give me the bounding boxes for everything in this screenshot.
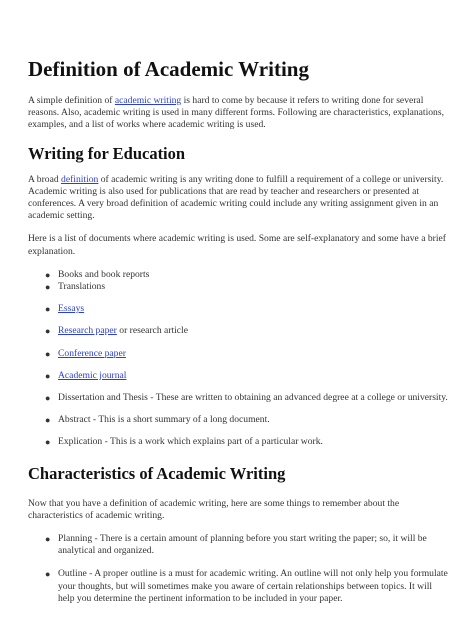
academic-journal-link[interactable]: Academic journal xyxy=(58,369,127,381)
list-item xyxy=(28,392,448,404)
list-intro-paragraph: Here is a list of documents where academic writing is used. Some are self-explanatory and some have a brief explanation. xyxy=(28,233,446,257)
list-item-text: Translations xyxy=(58,281,106,293)
page-title: Definition of Academic Writing xyxy=(28,57,309,81)
education-text-start: A broad xyxy=(28,173,62,185)
bullet-icon: ● xyxy=(45,269,51,280)
characteristics-list xyxy=(28,533,448,605)
list-item-text: Outline - A proper outline is a must for academic writing. An outline will not only help you formulate your thoughts, but will sometimes make you aware of certain relationships between topics. It will help you determine the pertinent information to be included in your paper. xyxy=(58,568,448,604)
document-types-list xyxy=(28,269,448,449)
bullet-icon: ● xyxy=(45,437,51,448)
list-item-text: Planning - There is a certain amount of planning before you start writing the paper; so, it will be analytical and organized. xyxy=(58,533,427,557)
research-paper-link[interactable]: Research paper xyxy=(58,325,117,337)
list-item xyxy=(28,370,448,382)
document-page xyxy=(28,0,448,605)
list-item xyxy=(28,269,448,281)
list-item xyxy=(28,348,448,360)
list-item xyxy=(28,533,448,557)
bullet-icon: ● xyxy=(45,370,51,381)
intro-paragraph xyxy=(28,95,448,132)
intro-text-end: is hard to come by because it refers to writing done for several reasons. Also, academic writing is used in many different forms. Following are characteristics, explanations, examples, and a list of works where academic writing is used. xyxy=(28,95,444,131)
bullet-icon: ● xyxy=(45,415,51,426)
bullet-icon: ● xyxy=(45,534,51,545)
list-item xyxy=(28,281,448,293)
bullet-icon: ● xyxy=(45,326,51,337)
list-item xyxy=(28,303,448,315)
essays-link[interactable]: Essays xyxy=(58,303,85,315)
education-paragraph xyxy=(28,174,448,223)
list-item xyxy=(28,436,448,448)
education-text-end: of academic writing is any writing done to fulfill a requirement of a college or university. Academic writing is also used for publications that are read by teacher and researchers or presented at conferences. A very broad definition of academic writing could include any writing assignment given in an academic setting. xyxy=(28,173,444,222)
conference-paper-link[interactable]: Conference paper xyxy=(58,347,126,359)
bullet-icon: ● xyxy=(45,348,51,359)
bullet-icon: ● xyxy=(45,393,51,404)
bullet-icon: ● xyxy=(45,304,51,315)
list-item-text: or research article xyxy=(116,325,188,337)
academic-writing-link[interactable]: academic writing xyxy=(114,95,182,106)
characteristics-paragraph: Now that you have a definition of academic writing, here are some things to remember about the characteristics of academic writing. xyxy=(28,497,400,521)
list-item-text: Explication - This is a work which explains part of a particular work. xyxy=(58,436,323,448)
section-heading-characteristics: Characteristics of Academic Writing xyxy=(28,463,286,483)
definition-link[interactable]: definition xyxy=(61,173,99,185)
list-item xyxy=(28,568,448,605)
bullet-icon: ● xyxy=(45,569,51,580)
list-item xyxy=(28,325,448,337)
list-item xyxy=(28,414,448,426)
list-item-text: Dissertation and Thesis - These are written to obtaining an advanced degree at a college or university. xyxy=(58,392,448,404)
list-item-text: Abstract - This is a short summary of a long document. xyxy=(58,414,270,426)
intro-text-start: A simple definition of xyxy=(28,95,115,106)
list-item-text: Books and book reports xyxy=(58,268,150,280)
bullet-icon: ● xyxy=(45,282,51,293)
section-heading-education: Writing for Education xyxy=(28,143,186,163)
